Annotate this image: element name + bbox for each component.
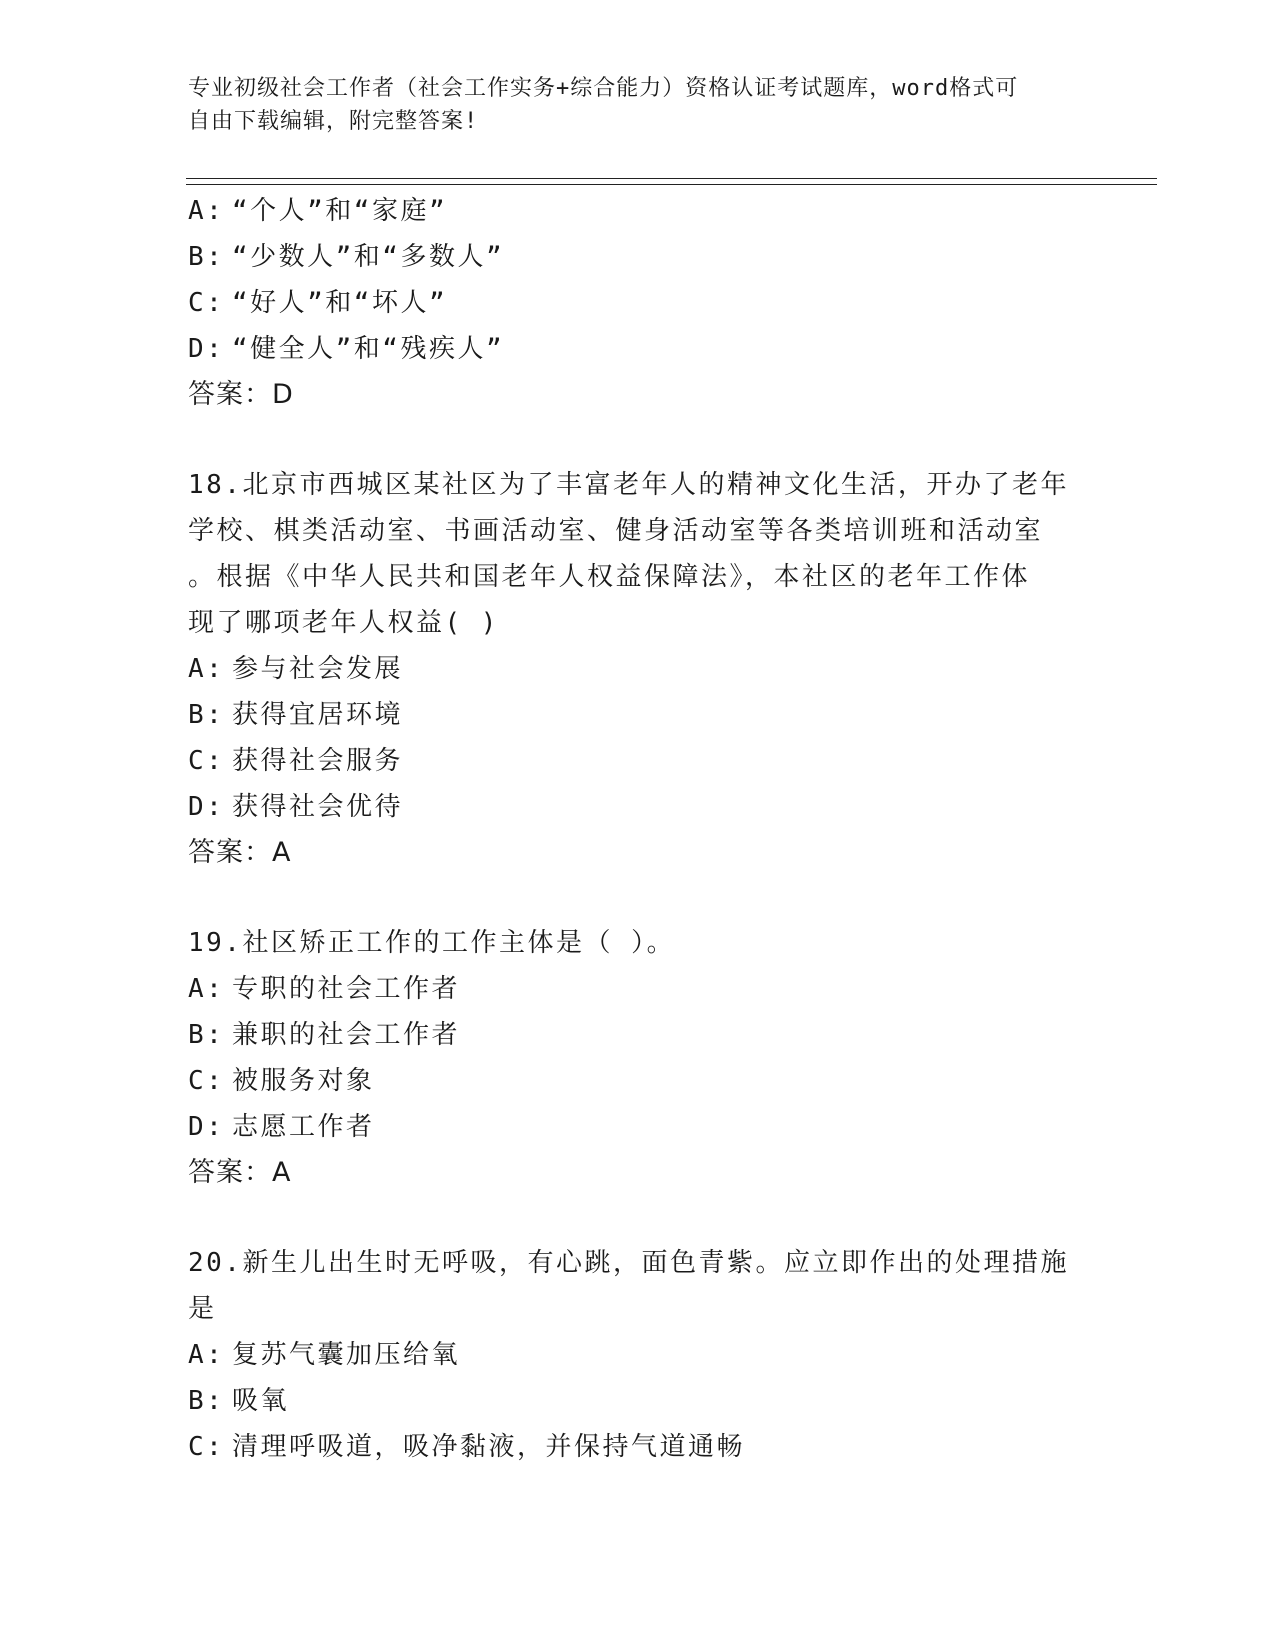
option-text: 兼职的社会工作者: [232, 1020, 461, 1050]
option-a: [188, 188, 1088, 234]
option-b: [188, 1012, 1088, 1058]
option-text: 复苏气囊加压给氧: [232, 1340, 461, 1370]
question-19: [188, 920, 1088, 1196]
question-20: [188, 1240, 1088, 1470]
question-content: [188, 188, 1088, 1470]
question-stem: [188, 1240, 1088, 1332]
option-a: [188, 646, 1088, 692]
option-label: C:: [188, 746, 225, 776]
option-label: D:: [188, 334, 225, 364]
option-b: [188, 1378, 1088, 1424]
option-label: A:: [188, 1340, 225, 1370]
option-c: [188, 1424, 1088, 1470]
option-d: [188, 1104, 1088, 1150]
stem-line: 。根据《中华人民共和国老年人权益保障法》，本社区的老年工作体: [188, 562, 1031, 592]
stem-line: 现了哪项老年人权益( ): [188, 608, 499, 638]
option-text: 获得宜居环境: [232, 700, 404, 730]
answer: 答案：D: [188, 379, 294, 410]
option-label: A:: [188, 196, 225, 226]
option-d: [188, 326, 1088, 372]
option-label: D:: [188, 792, 225, 822]
question-stem: [188, 462, 1088, 646]
stem-line: 学校、棋类活动室、书画活动室、健身活动室等各类培训班和活动室: [188, 516, 1044, 546]
option-b: [188, 692, 1088, 738]
option-b: [188, 234, 1088, 280]
option-label: B:: [188, 1020, 225, 1050]
header-line-1: 专业初级社会工作者（社会工作实务+综合能力）资格认证考试题库，word格式可: [188, 76, 1019, 101]
option-text: 志愿工作者: [232, 1112, 375, 1142]
question-18: [188, 462, 1088, 876]
option-text: 获得社会优待: [232, 792, 404, 822]
stem-line: 是: [188, 1294, 217, 1324]
stem-line: 19.社区矫正工作的工作主体是（ ）。: [188, 928, 676, 958]
option-text: 吸氧: [232, 1386, 290, 1416]
option-text: “好人”和“坏人”: [232, 288, 448, 318]
question-17-continued: [188, 188, 1088, 418]
option-label: A:: [188, 974, 225, 1004]
option-text: 清理呼吸道，吸净黏液，并保持气道通畅: [232, 1432, 746, 1462]
option-label: B:: [188, 242, 225, 272]
option-label: D:: [188, 1112, 225, 1142]
option-label: B:: [188, 1386, 225, 1416]
option-text: 专职的社会工作者: [232, 974, 461, 1004]
option-text: 获得社会服务: [232, 746, 404, 776]
page-header: [188, 72, 1088, 138]
header-divider: [186, 178, 1157, 185]
option-label: B:: [188, 700, 225, 730]
option-d: [188, 784, 1088, 830]
option-c: [188, 1058, 1088, 1104]
header-line-2: 自由下载编辑，附完整答案!: [188, 109, 479, 134]
option-text: “个人”和“家庭”: [232, 196, 448, 226]
option-label: C:: [188, 1066, 225, 1096]
question-stem: [188, 920, 1088, 966]
answer: 答案：A: [188, 837, 292, 868]
option-label: C:: [188, 288, 225, 318]
option-text: “少数人”和“多数人”: [232, 242, 505, 272]
option-c: [188, 280, 1088, 326]
option-label: A:: [188, 654, 225, 684]
stem-line: 20.新生儿出生时无呼吸，有心跳，面色青紫。应立即作出的处理措施: [188, 1248, 1069, 1278]
option-text: 被服务对象: [232, 1066, 375, 1096]
answer: 答案：A: [188, 1157, 292, 1188]
option-text: 参与社会发展: [232, 654, 404, 684]
option-a: [188, 1332, 1088, 1378]
option-c: [188, 738, 1088, 784]
option-a: [188, 966, 1088, 1012]
option-label: C:: [188, 1432, 225, 1462]
stem-line: 18.北京市西城区某社区为了丰富老年人的精神文化生活，开办了老年: [188, 470, 1069, 500]
option-text: “健全人”和“残疾人”: [232, 334, 505, 364]
